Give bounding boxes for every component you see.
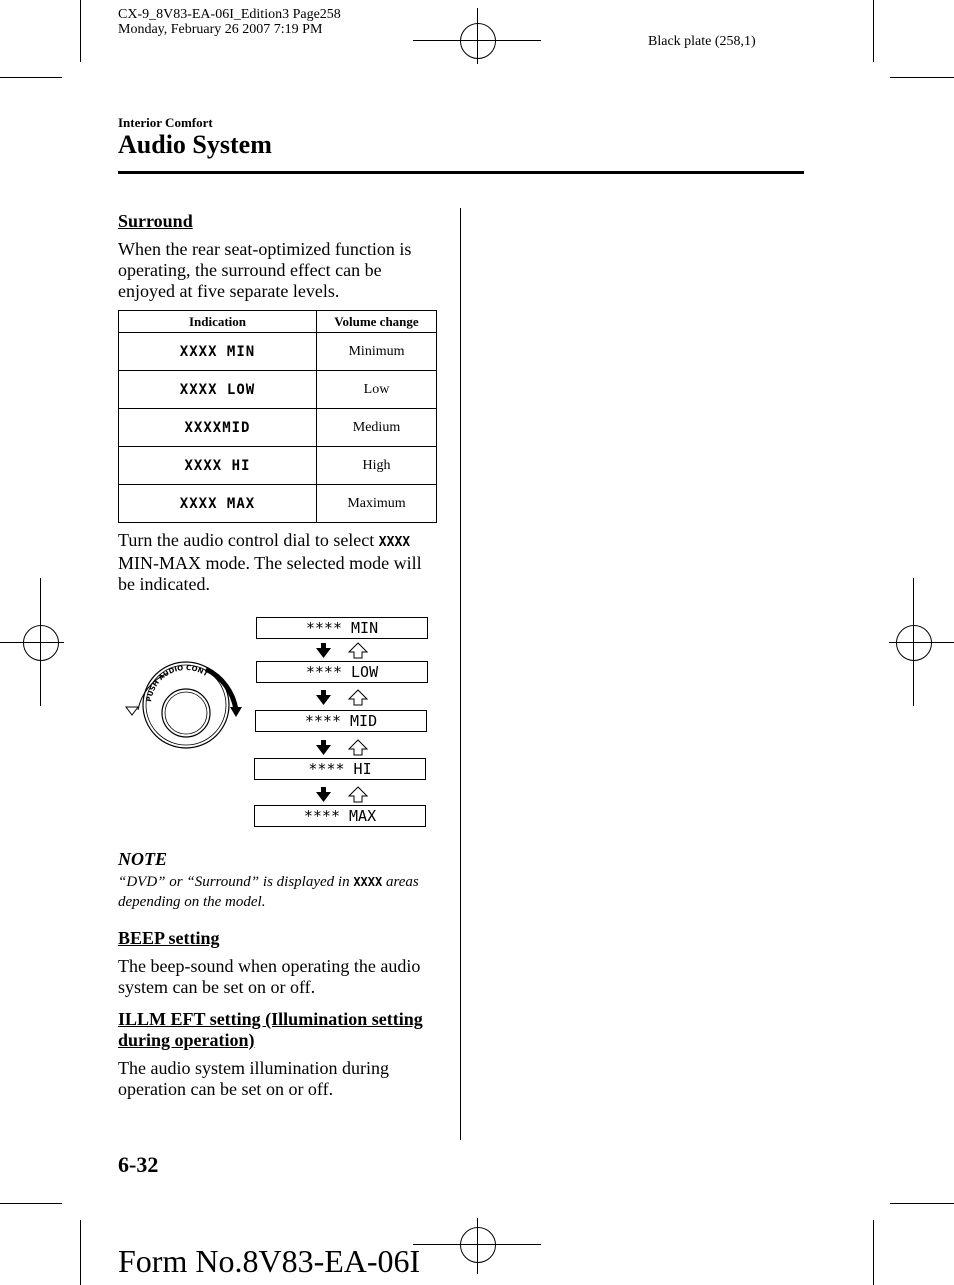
title-rule [118,171,804,174]
indication-cell: XXXXMID [119,409,317,447]
page-title: Audio System [118,130,272,159]
volume-cell: Minimum [317,333,437,371]
form-number: Form No.8V83-EA-06I [118,1243,421,1279]
display-mid: **** MID [255,710,427,732]
audio-control-dial [118,655,248,765]
note-text-post: areas depending on the model. [118,874,419,910]
indication-cell: XXXX MIN [119,333,317,371]
display-max: **** MAX [254,805,426,827]
table-row [119,371,437,409]
surround-instruction [118,530,438,595]
arrow-pair-4 [316,787,367,802]
arrow-pair-3 [316,740,367,755]
volume-cell: Medium [317,409,437,447]
note-title: NOTE [118,849,167,869]
illm-heading: ILLM EFT setting (Illumination setting during operation) [118,1009,423,1050]
surround-heading: Surround [118,211,193,231]
display-hi: **** HI [254,758,426,780]
note-text-pre: “DVD” or “Surround” is displayed in [118,874,350,890]
svg-text:PUSH AUDIO CONT [145,664,210,702]
surround-intro: When the rear seat-optimized function is operating, the surround effect can be enjoyed at five separate levels. [118,239,412,301]
volume-cell: High [317,447,437,485]
beep-text: The beep-sound when operating the audio system can be set on or off. [118,956,421,997]
print-header-plate: Black plate (258,1) [648,34,756,49]
instruction-text-pre: Turn the audio control dial to select [118,530,375,550]
indication-cell: XXXX HI [119,447,317,485]
section-label: Interior Comfort [118,115,213,130]
table-row [119,333,437,371]
instruction-glyph: XXXX [378,535,411,550]
volume-cell: Maximum [317,485,437,523]
indication-cell: XXXX MAX [119,485,317,523]
dial-label: PUSH AUDIO CONT [145,663,210,703]
instruction-text-post: MIN-MAX mode. The selected mode will be indicated. [118,553,422,594]
column-divider [460,208,461,1140]
display-min: **** MIN [256,617,428,639]
table-header-volume: Volume change [317,311,437,333]
note-glyph: XXXX [353,875,383,889]
note-text [118,872,438,912]
table-row [119,485,437,523]
volume-cell: Low [317,371,437,409]
arrow-pair-1 [316,643,367,658]
table-row [119,447,437,485]
mode-cycle-arrows [310,640,370,805]
surround-table [118,310,437,523]
indication-cell: XXXX LOW [119,371,317,409]
print-header-date: Monday, February 26 2007 7:19 PM [118,22,323,37]
display-low: **** LOW [256,661,428,683]
print-header-file: CX-9_8V83-EA-06I_Edition3 Page258 [118,7,341,22]
arrow-pair-2 [316,690,367,705]
illm-text: The audio system illumination during operation can be set on or off. [118,1058,389,1099]
page-number: 6-32 [118,1152,159,1177]
beep-heading: BEEP setting [118,928,220,948]
table-header-indication: Indication [119,311,317,333]
table-row [119,409,437,447]
